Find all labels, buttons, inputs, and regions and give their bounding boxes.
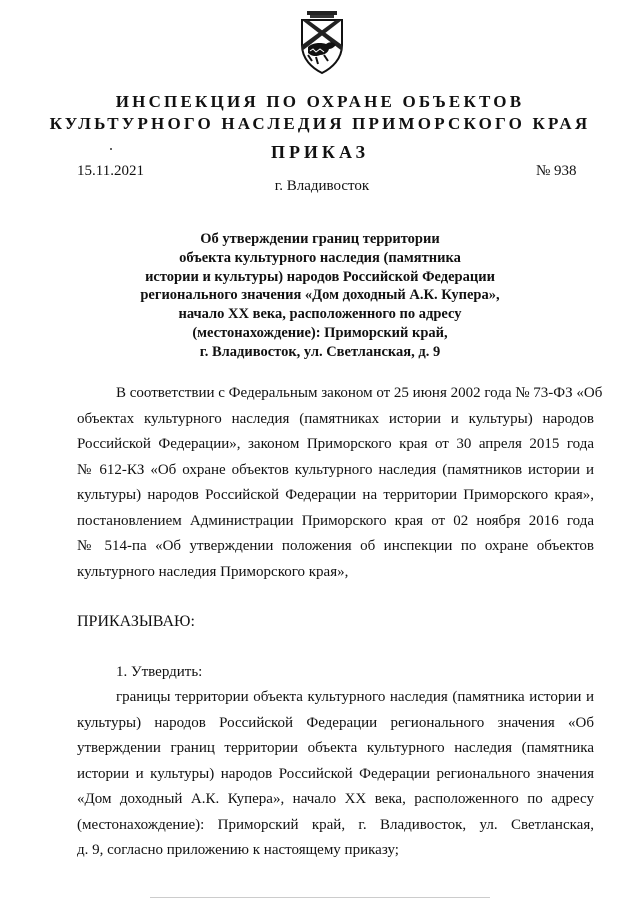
subject-line: объекта культурного наследия (памятника (179, 249, 461, 266)
item-1-line: культуры) народов Российской Федерации регионального значения «Об (77, 714, 594, 731)
preamble-line: № 612-КЗ «Об охране объектов культурного наследия (памятников истории и (77, 461, 594, 478)
item-1-line: утверждении границ территории объекта культурного наследия (памятника (77, 740, 594, 756)
scan-edge-line (150, 897, 490, 898)
preamble-line: культуры) народов Российской Федерации на территории Приморского края», (77, 487, 594, 503)
preamble-line: Российской Федерации», законом Приморского края от 30 апреля 2015 года (77, 436, 594, 452)
subject-line: начало XX века, расположенного по адресу (178, 306, 462, 323)
item-1-line: (местонахождение): Приморский край, г. Владивосток, ул. Светланская, (77, 816, 594, 833)
document-type-title: ПРИКАЗ (270, 142, 370, 162)
subject-line: истории и культуры) народов Российской Федерации (145, 268, 495, 285)
preamble-line: культурного наследия Приморского края», (77, 563, 349, 580)
organization-name-line2: КУЛЬТУРНОГО НАСЛЕДИЯ ПРИМОРСКОГО КРАЯ (49, 114, 591, 133)
preamble-line: В соответствии с Федеральным законом от 25 июня 2002 года № 73-ФЗ «Об (116, 385, 603, 401)
organization-name-line1: ИНСПЕКЦИЯ ПО ОХРАНЕ ОБЪЕКТОВ (115, 92, 525, 111)
subject-line: регионального значения «Дом доходный А.К. Купера», (140, 287, 500, 304)
item-1-line: «Дом доходный А.К. Купера», начало XX века, расположенного по адресу (77, 791, 594, 807)
item-1-line: границы территории объекта культурного наследия (памятника истории и (116, 689, 594, 705)
order-date: 15.11.2021 (77, 163, 144, 179)
item-1-line: истории и культуры) народов Российской Федерации регионального значения (77, 765, 594, 782)
order-number: № 938 (536, 163, 577, 179)
subject-line: Об утверждении границ территории (200, 231, 440, 247)
preamble-line: постановлением Администрации Приморского края от 02 ноября 2016 года (77, 512, 594, 529)
preamble-line: объектах культурного наследия (памятниках истории и культуры) народов (77, 410, 594, 427)
subject-line: (местонахождение): Приморский край, (192, 324, 448, 341)
preamble-line: № 514-па «Об утверждении положения об инспекции по охране объектов (77, 538, 594, 554)
issue-city: г. Владивосток (274, 178, 370, 194)
order-subject (0, 230, 640, 362)
order-word: ПРИКАЗЫВАЮ: (77, 613, 195, 630)
item-1-line: д. 9, согласно приложению к настоящему приказу; (77, 842, 399, 858)
subject-line: г. Владивосток, ул. Светланская, д. 9 (199, 343, 441, 360)
primorsky-krai-coat-of-arms-icon (296, 11, 348, 75)
item-1-heading: 1. Утвердить: (116, 664, 203, 680)
